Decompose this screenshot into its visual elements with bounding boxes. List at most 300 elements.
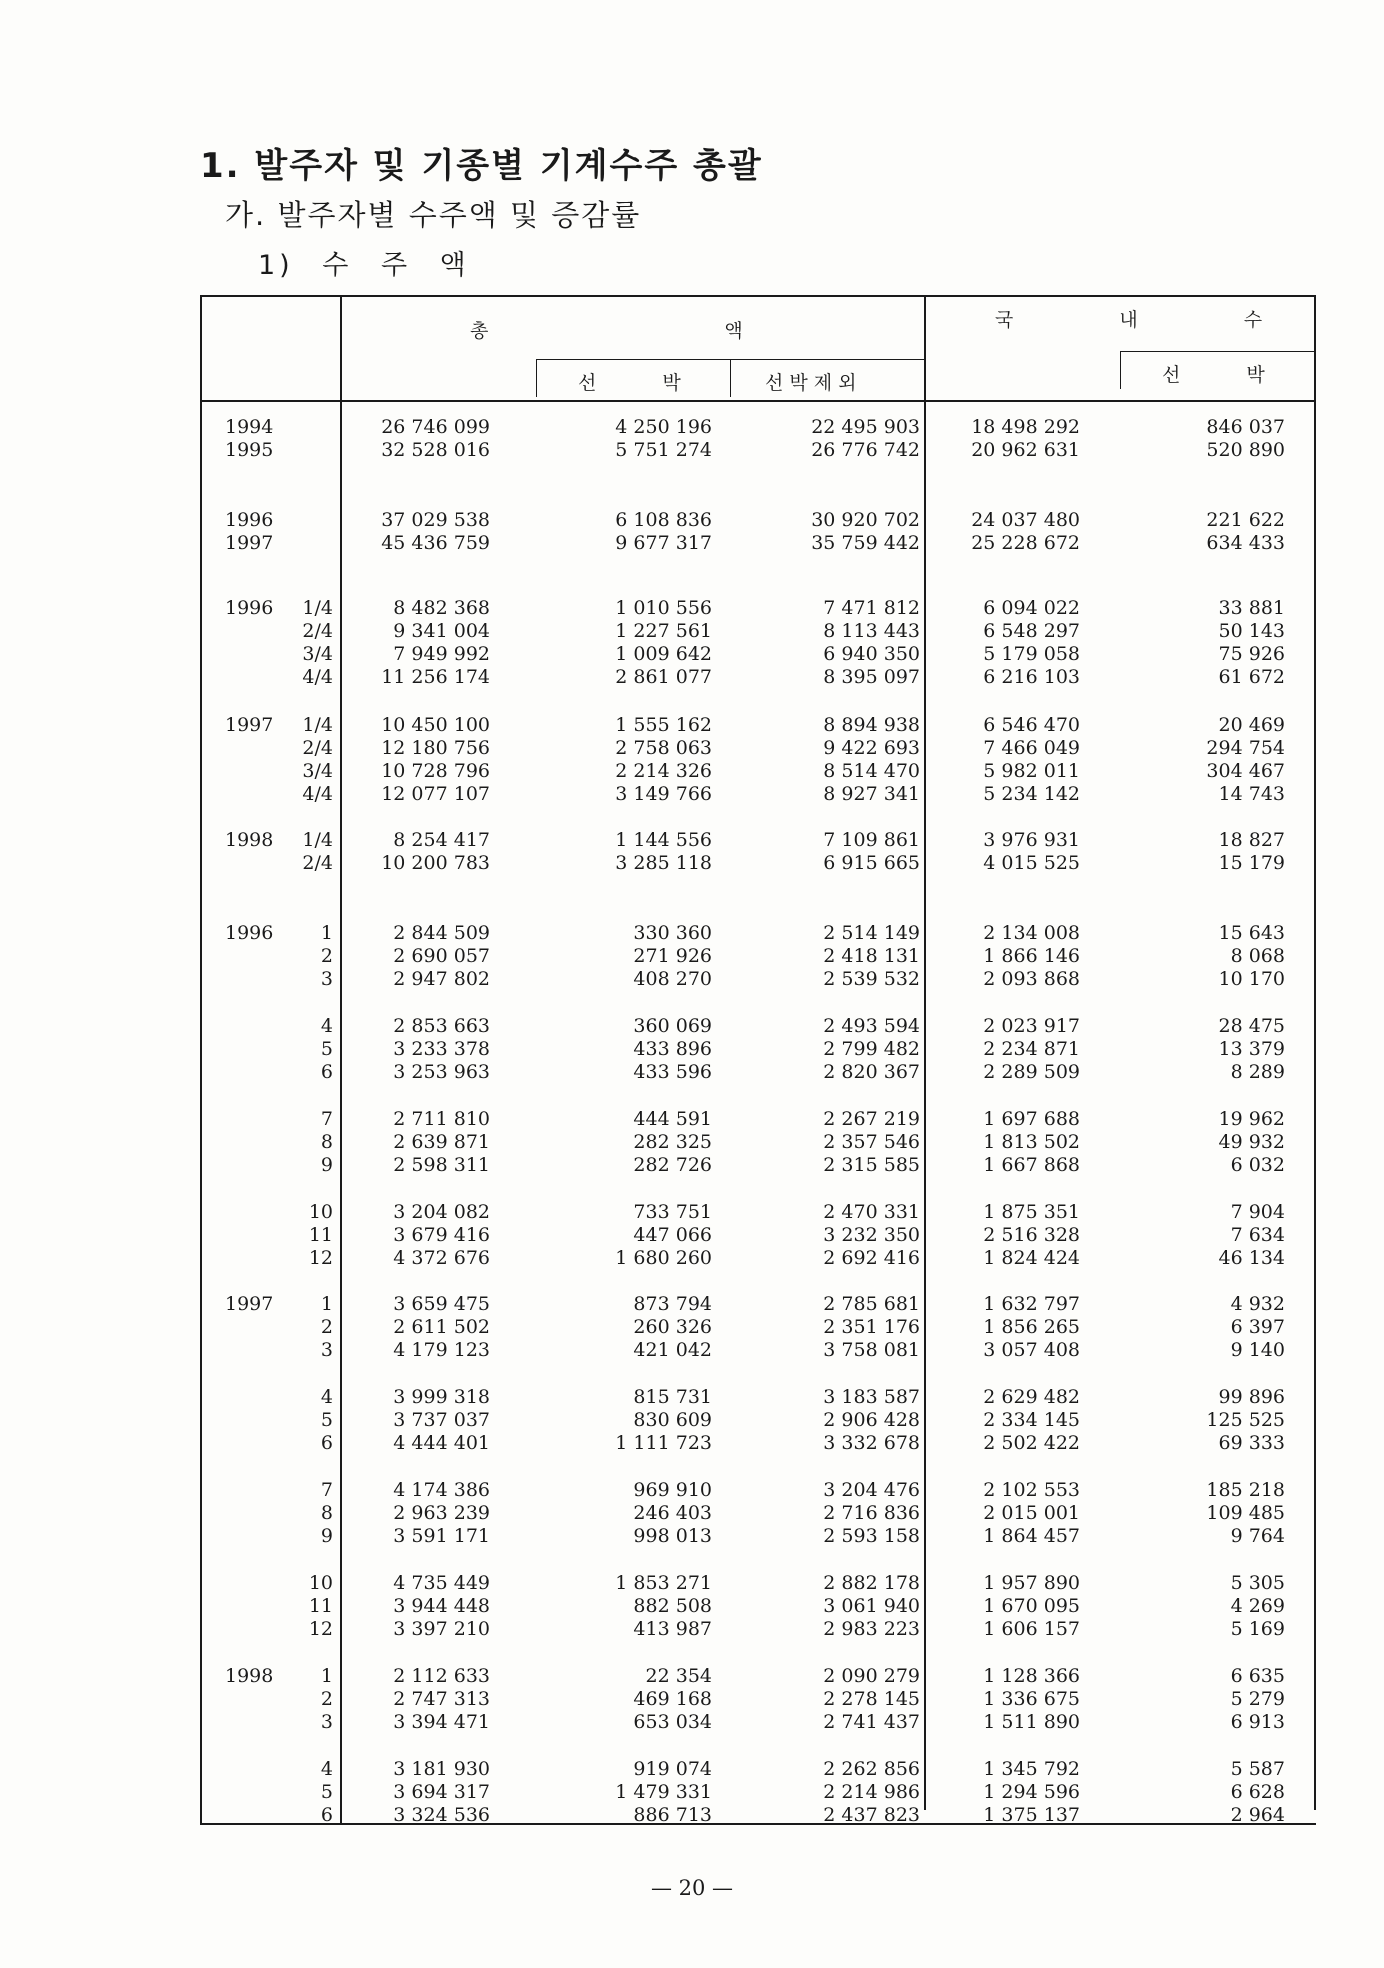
cell-ship: 1 555 162 bbox=[615, 714, 712, 736]
cell-ship: 433 896 bbox=[633, 1038, 712, 1060]
cell-total: 4 174 386 bbox=[393, 1479, 490, 1501]
cell-domestic-ship: 69 333 bbox=[1218, 1432, 1285, 1454]
cell-ship: 9 677 317 bbox=[615, 532, 712, 554]
cell-total: 45 436 759 bbox=[381, 532, 490, 554]
cell-excl-ship: 2 315 585 bbox=[823, 1154, 920, 1176]
cell-excl-ship: 22 495 903 bbox=[811, 416, 920, 438]
cell-domestic: 1 667 868 bbox=[983, 1154, 1080, 1176]
row-period: 6 bbox=[320, 1804, 333, 1826]
row-period: 1 bbox=[320, 922, 333, 944]
cell-excl-ship: 2 267 219 bbox=[823, 1108, 920, 1130]
table-row bbox=[0, 439, 1384, 462]
row-period: 3/4 bbox=[302, 760, 333, 782]
cell-total: 2 947 802 bbox=[393, 968, 490, 990]
cell-excl-ship: 3 332 678 bbox=[823, 1432, 920, 1454]
cell-domestic: 2 102 553 bbox=[983, 1479, 1080, 1501]
cell-ship: 2 861 077 bbox=[615, 666, 712, 688]
cell-total: 3 233 378 bbox=[393, 1038, 490, 1060]
cell-domestic-ship: 221 622 bbox=[1206, 509, 1285, 531]
cell-excl-ship: 2 820 367 bbox=[823, 1061, 920, 1083]
table-row bbox=[0, 1154, 1384, 1177]
cell-domestic-ship: 5 305 bbox=[1230, 1572, 1285, 1594]
cell-domestic: 1 336 675 bbox=[983, 1688, 1080, 1710]
cell-domestic-ship: 14 743 bbox=[1218, 783, 1285, 805]
table-row bbox=[0, 737, 1384, 760]
header-domestic: 국 내 수 bbox=[995, 309, 1263, 331]
subheader-divider-b bbox=[730, 359, 731, 397]
cell-domestic: 6 546 470 bbox=[983, 714, 1080, 736]
cell-domestic-ship: 10 170 bbox=[1218, 968, 1285, 990]
cell-total: 3 181 930 bbox=[393, 1758, 490, 1780]
cell-domestic: 2 629 482 bbox=[983, 1386, 1080, 1408]
cell-ship: 260 326 bbox=[633, 1316, 712, 1338]
row-period: 2 bbox=[320, 1316, 333, 1338]
cell-ship: 1 853 271 bbox=[615, 1572, 712, 1594]
cell-domestic: 3 057 408 bbox=[983, 1339, 1080, 1361]
subheader-top-dom bbox=[1120, 351, 1316, 352]
cell-ship: 969 910 bbox=[633, 1479, 712, 1501]
subheader-divider-c bbox=[1120, 351, 1121, 389]
row-period: 10 bbox=[308, 1201, 333, 1223]
cell-domestic-ship: 8 068 bbox=[1230, 945, 1285, 967]
cell-ship: 330 360 bbox=[633, 922, 712, 944]
row-year: 1996 bbox=[225, 509, 274, 531]
cell-excl-ship: 2 799 482 bbox=[823, 1038, 920, 1060]
cell-total: 3 737 037 bbox=[393, 1409, 490, 1431]
subheader-top bbox=[536, 359, 926, 360]
cell-total: 3 204 082 bbox=[393, 1201, 490, 1223]
cell-total: 7 949 992 bbox=[393, 643, 490, 665]
table-row bbox=[0, 1618, 1384, 1641]
section-heading: 1) 수 주 액 bbox=[258, 250, 470, 281]
table-row bbox=[0, 1432, 1384, 1455]
row-period: 2 bbox=[320, 1688, 333, 1710]
cell-excl-ship: 2 741 437 bbox=[823, 1711, 920, 1733]
cell-ship: 1 144 556 bbox=[615, 829, 712, 851]
cell-total: 10 728 796 bbox=[381, 760, 490, 782]
row-year: 1996 bbox=[225, 597, 274, 619]
cell-domestic: 24 037 480 bbox=[971, 509, 1080, 531]
header-dom-ship: 선 박 bbox=[1162, 364, 1265, 386]
table-row bbox=[0, 1339, 1384, 1362]
table-row bbox=[0, 597, 1384, 620]
cell-domestic-ship: 15 643 bbox=[1218, 922, 1285, 944]
cell-domestic: 18 498 292 bbox=[971, 416, 1080, 438]
row-period: 7 bbox=[320, 1108, 333, 1130]
cell-total: 2 963 239 bbox=[393, 1502, 490, 1524]
page-title: 1. 발주자 및 기종별 기계수주 총괄 bbox=[200, 146, 763, 186]
table-row bbox=[0, 1758, 1384, 1781]
header-ship: 선 박 bbox=[578, 372, 681, 394]
table-row bbox=[0, 1061, 1384, 1084]
header-total: 총 액 bbox=[470, 320, 743, 342]
cell-excl-ship: 2 470 331 bbox=[823, 1201, 920, 1223]
cell-domestic-ship: 294 754 bbox=[1206, 737, 1285, 759]
table-border-top bbox=[200, 295, 1316, 297]
cell-total: 2 853 663 bbox=[393, 1015, 490, 1037]
cell-excl-ship: 2 692 416 bbox=[823, 1247, 920, 1269]
cell-domestic-ship: 846 037 bbox=[1206, 416, 1285, 438]
cell-total: 3 591 171 bbox=[393, 1525, 490, 1547]
table-row bbox=[0, 1386, 1384, 1409]
cell-ship: 22 354 bbox=[645, 1665, 712, 1687]
table-row bbox=[0, 1038, 1384, 1061]
cell-domestic-ship: 75 926 bbox=[1218, 643, 1285, 665]
cell-ship: 271 926 bbox=[633, 945, 712, 967]
cell-domestic: 2 093 868 bbox=[983, 968, 1080, 990]
cell-ship: 1 227 561 bbox=[615, 620, 712, 642]
cell-total: 4 444 401 bbox=[393, 1432, 490, 1454]
cell-total: 2 639 871 bbox=[393, 1131, 490, 1153]
cell-total: 3 253 963 bbox=[393, 1061, 490, 1083]
cell-total: 4 735 449 bbox=[393, 1572, 490, 1594]
cell-domestic: 2 234 871 bbox=[983, 1038, 1080, 1060]
table-row bbox=[0, 760, 1384, 783]
cell-ship: 1 111 723 bbox=[615, 1432, 712, 1454]
cell-domestic: 1 856 265 bbox=[983, 1316, 1080, 1338]
cell-domestic: 1 866 146 bbox=[983, 945, 1080, 967]
cell-domestic-ship: 185 218 bbox=[1206, 1479, 1285, 1501]
cell-ship: 886 713 bbox=[633, 1804, 712, 1826]
cell-domestic-ship: 61 672 bbox=[1218, 666, 1285, 688]
cell-domestic-ship: 19 962 bbox=[1218, 1108, 1285, 1130]
cell-total: 3 679 416 bbox=[393, 1224, 490, 1246]
table-row bbox=[0, 1572, 1384, 1595]
table-row bbox=[0, 714, 1384, 737]
cell-ship: 873 794 bbox=[633, 1293, 712, 1315]
cell-total: 3 394 471 bbox=[393, 1711, 490, 1733]
cell-excl-ship: 8 927 341 bbox=[823, 783, 920, 805]
cell-domestic: 1 345 792 bbox=[983, 1758, 1080, 1780]
cell-domestic: 1 128 366 bbox=[983, 1665, 1080, 1687]
cell-total: 12 077 107 bbox=[381, 783, 490, 805]
cell-domestic: 6 548 297 bbox=[983, 620, 1080, 642]
row-period: 2/4 bbox=[302, 620, 333, 642]
cell-excl-ship: 8 395 097 bbox=[823, 666, 920, 688]
cell-domestic-ship: 6 397 bbox=[1230, 1316, 1285, 1338]
row-period: 3 bbox=[320, 968, 333, 990]
cell-domestic-ship: 520 890 bbox=[1206, 439, 1285, 461]
cell-domestic: 1 670 095 bbox=[983, 1595, 1080, 1617]
cell-domestic: 6 094 022 bbox=[983, 597, 1080, 619]
row-period: 3 bbox=[320, 1339, 333, 1361]
table-row bbox=[0, 829, 1384, 852]
cell-total: 9 341 004 bbox=[393, 620, 490, 642]
cell-excl-ship: 6 915 665 bbox=[823, 852, 920, 874]
table-row bbox=[0, 1201, 1384, 1224]
page-number: — 20 — bbox=[650, 1876, 734, 1900]
row-period: 10 bbox=[308, 1572, 333, 1594]
subtitle: 가. 발주자별 수주액 및 증감률 bbox=[225, 198, 642, 232]
cell-excl-ship: 3 758 081 bbox=[823, 1339, 920, 1361]
cell-domestic-ship: 5 279 bbox=[1230, 1688, 1285, 1710]
cell-domestic-ship: 6 635 bbox=[1230, 1665, 1285, 1687]
table-row bbox=[0, 1108, 1384, 1131]
cell-ship: 2 758 063 bbox=[615, 737, 712, 759]
cell-domestic-ship: 28 475 bbox=[1218, 1015, 1285, 1037]
row-period: 3/4 bbox=[302, 643, 333, 665]
cell-domestic-ship: 13 379 bbox=[1218, 1038, 1285, 1060]
cell-excl-ship: 2 278 145 bbox=[823, 1688, 920, 1710]
cell-excl-ship: 9 422 693 bbox=[823, 737, 920, 759]
cell-domestic: 1 606 157 bbox=[983, 1618, 1080, 1640]
cell-ship: 3 285 118 bbox=[615, 852, 712, 874]
cell-ship: 282 726 bbox=[633, 1154, 712, 1176]
row-period: 11 bbox=[308, 1224, 333, 1246]
table-row bbox=[0, 1247, 1384, 1270]
table-row bbox=[0, 1409, 1384, 1432]
cell-total: 2 711 810 bbox=[393, 1108, 490, 1130]
cell-excl-ship: 2 214 986 bbox=[823, 1781, 920, 1803]
table-row bbox=[0, 416, 1384, 439]
row-year: 1996 bbox=[225, 922, 274, 944]
cell-total: 3 659 475 bbox=[393, 1293, 490, 1315]
cell-domestic-ship: 33 881 bbox=[1218, 597, 1285, 619]
table-row bbox=[0, 945, 1384, 968]
cell-ship: 1 680 260 bbox=[615, 1247, 712, 1269]
cell-domestic-ship: 5 169 bbox=[1230, 1618, 1285, 1640]
table-row bbox=[0, 532, 1384, 555]
cell-excl-ship: 3 183 587 bbox=[823, 1386, 920, 1408]
cell-ship: 6 108 836 bbox=[615, 509, 712, 531]
cell-total: 10 200 783 bbox=[381, 852, 490, 874]
cell-total: 2 844 509 bbox=[393, 922, 490, 944]
row-period: 8 bbox=[320, 1131, 333, 1153]
cell-domestic: 2 334 145 bbox=[983, 1409, 1080, 1431]
cell-total: 8 254 417 bbox=[393, 829, 490, 851]
row-year: 1995 bbox=[225, 439, 274, 461]
row-period: 5 bbox=[320, 1781, 333, 1803]
cell-domestic: 1 697 688 bbox=[983, 1108, 1080, 1130]
header-excl-ship: 선 박 제 외 bbox=[765, 372, 857, 394]
cell-excl-ship: 35 759 442 bbox=[811, 532, 920, 554]
cell-excl-ship: 6 940 350 bbox=[823, 643, 920, 665]
cell-domestic-ship: 6 913 bbox=[1230, 1711, 1285, 1733]
row-year: 1997 bbox=[225, 714, 274, 736]
cell-domestic-ship: 5 587 bbox=[1230, 1758, 1285, 1780]
table-row bbox=[0, 1015, 1384, 1038]
row-period: 3 bbox=[320, 1711, 333, 1733]
cell-total: 2 611 502 bbox=[393, 1316, 490, 1338]
cell-total: 32 528 016 bbox=[381, 439, 490, 461]
cell-ship: 882 508 bbox=[633, 1595, 712, 1617]
cell-domestic: 20 962 631 bbox=[971, 439, 1080, 461]
table-row bbox=[0, 1131, 1384, 1154]
cell-excl-ship: 2 983 223 bbox=[823, 1618, 920, 1640]
cell-domestic: 1 875 351 bbox=[983, 1201, 1080, 1223]
cell-excl-ship: 2 493 594 bbox=[823, 1015, 920, 1037]
cell-domestic: 4 015 525 bbox=[983, 852, 1080, 874]
cell-excl-ship: 3 061 940 bbox=[823, 1595, 920, 1617]
row-period: 1/4 bbox=[302, 714, 333, 736]
row-year: 1997 bbox=[225, 532, 274, 554]
row-period: 6 bbox=[320, 1432, 333, 1454]
cell-ship: 469 168 bbox=[633, 1688, 712, 1710]
table-row bbox=[0, 1502, 1384, 1525]
cell-total: 37 029 538 bbox=[381, 509, 490, 531]
cell-ship: 998 013 bbox=[633, 1525, 712, 1547]
cell-domestic-ship: 304 467 bbox=[1206, 760, 1285, 782]
cell-domestic: 1 813 502 bbox=[983, 1131, 1080, 1153]
cell-domestic: 1 957 890 bbox=[983, 1572, 1080, 1594]
row-period: 1 bbox=[320, 1665, 333, 1687]
cell-excl-ship: 2 882 178 bbox=[823, 1572, 920, 1594]
cell-domestic: 1 511 890 bbox=[983, 1711, 1080, 1733]
table-row bbox=[0, 1316, 1384, 1339]
cell-domestic-ship: 50 143 bbox=[1218, 620, 1285, 642]
cell-ship: 433 596 bbox=[633, 1061, 712, 1083]
cell-excl-ship: 2 418 131 bbox=[823, 945, 920, 967]
row-period: 2/4 bbox=[302, 737, 333, 759]
cell-ship: 1 010 556 bbox=[615, 597, 712, 619]
cell-excl-ship: 2 539 532 bbox=[823, 968, 920, 990]
cell-ship: 1 009 642 bbox=[615, 643, 712, 665]
cell-domestic: 5 234 142 bbox=[983, 783, 1080, 805]
cell-domestic: 1 824 424 bbox=[983, 1247, 1080, 1269]
table-row bbox=[0, 1479, 1384, 1502]
row-year: 1998 bbox=[225, 1665, 274, 1687]
cell-ship: 3 149 766 bbox=[615, 783, 712, 805]
cell-domestic: 6 216 103 bbox=[983, 666, 1080, 688]
cell-total: 8 482 368 bbox=[393, 597, 490, 619]
cell-total: 2 112 633 bbox=[393, 1665, 490, 1687]
cell-excl-ship: 3 232 350 bbox=[823, 1224, 920, 1246]
row-period: 5 bbox=[320, 1038, 333, 1060]
cell-ship: 360 069 bbox=[633, 1015, 712, 1037]
table-row bbox=[0, 1711, 1384, 1734]
cell-excl-ship: 2 262 856 bbox=[823, 1758, 920, 1780]
cell-domestic: 3 976 931 bbox=[983, 829, 1080, 851]
cell-excl-ship: 2 090 279 bbox=[823, 1665, 920, 1687]
cell-domestic-ship: 6 032 bbox=[1230, 1154, 1285, 1176]
table-row bbox=[0, 783, 1384, 806]
cell-total: 26 746 099 bbox=[381, 416, 490, 438]
cell-total: 3 324 536 bbox=[393, 1804, 490, 1826]
cell-domestic-ship: 18 827 bbox=[1218, 829, 1285, 851]
row-period: 1/4 bbox=[302, 829, 333, 851]
row-period: 2/4 bbox=[302, 852, 333, 874]
cell-domestic: 2 134 008 bbox=[983, 922, 1080, 944]
cell-domestic-ship: 8 289 bbox=[1230, 1061, 1285, 1083]
table-row bbox=[0, 1525, 1384, 1548]
cell-excl-ship: 8 113 443 bbox=[823, 620, 920, 642]
cell-domestic: 7 466 049 bbox=[983, 737, 1080, 759]
cell-excl-ship: 30 920 702 bbox=[811, 509, 920, 531]
cell-excl-ship: 2 514 149 bbox=[823, 922, 920, 944]
cell-total: 10 450 100 bbox=[381, 714, 490, 736]
cell-total: 3 397 210 bbox=[393, 1618, 490, 1640]
row-period: 4 bbox=[320, 1758, 333, 1780]
table-row bbox=[0, 643, 1384, 666]
cell-domestic: 25 228 672 bbox=[971, 532, 1080, 554]
cell-ship: 5 751 274 bbox=[615, 439, 712, 461]
row-period: 12 bbox=[308, 1618, 333, 1640]
cell-excl-ship: 2 437 823 bbox=[823, 1804, 920, 1826]
row-period: 4 bbox=[320, 1386, 333, 1408]
row-year: 1997 bbox=[225, 1293, 274, 1315]
cell-domestic: 2 023 917 bbox=[983, 1015, 1080, 1037]
cell-excl-ship: 2 357 546 bbox=[823, 1131, 920, 1153]
table-row bbox=[0, 852, 1384, 875]
cell-ship: 4 250 196 bbox=[615, 416, 712, 438]
cell-ship: 421 042 bbox=[633, 1339, 712, 1361]
cell-domestic-ship: 4 932 bbox=[1230, 1293, 1285, 1315]
cell-domestic: 1 375 137 bbox=[983, 1804, 1080, 1826]
cell-domestic-ship: 109 485 bbox=[1206, 1502, 1285, 1524]
cell-ship: 653 034 bbox=[633, 1711, 712, 1733]
row-period: 8 bbox=[320, 1502, 333, 1524]
cell-excl-ship: 7 109 861 bbox=[823, 829, 920, 851]
cell-domestic: 5 982 011 bbox=[983, 760, 1080, 782]
cell-domestic-ship: 9 764 bbox=[1230, 1525, 1285, 1547]
cell-ship: 2 214 326 bbox=[615, 760, 712, 782]
row-period: 4/4 bbox=[302, 783, 333, 805]
cell-ship: 733 751 bbox=[633, 1201, 712, 1223]
row-period: 1/4 bbox=[302, 597, 333, 619]
cell-excl-ship: 2 593 158 bbox=[823, 1525, 920, 1547]
cell-ship: 815 731 bbox=[633, 1386, 712, 1408]
cell-domestic-ship: 7 904 bbox=[1230, 1201, 1285, 1223]
row-period: 5 bbox=[320, 1409, 333, 1431]
cell-total: 12 180 756 bbox=[381, 737, 490, 759]
cell-domestic: 1 294 596 bbox=[983, 1781, 1080, 1803]
cell-total: 2 598 311 bbox=[393, 1154, 490, 1176]
cell-total: 4 372 676 bbox=[393, 1247, 490, 1269]
cell-ship: 444 591 bbox=[633, 1108, 712, 1130]
cell-ship: 919 074 bbox=[633, 1758, 712, 1780]
cell-domestic-ship: 2 964 bbox=[1230, 1804, 1285, 1826]
cell-total: 3 999 318 bbox=[393, 1386, 490, 1408]
cell-ship: 447 066 bbox=[633, 1224, 712, 1246]
subheader-divider-a bbox=[536, 359, 537, 397]
row-period: 9 bbox=[320, 1525, 333, 1547]
cell-excl-ship: 2 906 428 bbox=[823, 1409, 920, 1431]
row-period: 7 bbox=[320, 1479, 333, 1501]
table-row bbox=[0, 1224, 1384, 1247]
cell-total: 2 747 313 bbox=[393, 1688, 490, 1710]
cell-excl-ship: 2 716 836 bbox=[823, 1502, 920, 1524]
cell-domestic: 2 502 422 bbox=[983, 1432, 1080, 1454]
cell-total: 11 256 174 bbox=[381, 666, 490, 688]
cell-domestic-ship: 49 932 bbox=[1218, 1131, 1285, 1153]
cell-total: 4 179 123 bbox=[393, 1339, 490, 1361]
header-bottom bbox=[200, 400, 1316, 402]
table-row bbox=[0, 1781, 1384, 1804]
cell-ship: 413 987 bbox=[633, 1618, 712, 1640]
cell-ship: 408 270 bbox=[633, 968, 712, 990]
row-year: 1994 bbox=[225, 416, 274, 438]
row-period: 2 bbox=[320, 945, 333, 967]
cell-excl-ship: 7 471 812 bbox=[823, 597, 920, 619]
cell-excl-ship: 8 894 938 bbox=[823, 714, 920, 736]
cell-total: 2 690 057 bbox=[393, 945, 490, 967]
cell-domestic-ship: 15 179 bbox=[1218, 852, 1285, 874]
cell-domestic-ship: 46 134 bbox=[1218, 1247, 1285, 1269]
cell-domestic-ship: 634 433 bbox=[1206, 532, 1285, 554]
cell-excl-ship: 2 785 681 bbox=[823, 1293, 920, 1315]
cell-domestic: 1 632 797 bbox=[983, 1293, 1080, 1315]
table-row bbox=[0, 1293, 1384, 1316]
row-period: 6 bbox=[320, 1061, 333, 1083]
cell-total: 3 944 448 bbox=[393, 1595, 490, 1617]
cell-domestic: 1 864 457 bbox=[983, 1525, 1080, 1547]
table-row bbox=[0, 666, 1384, 689]
row-period: 4 bbox=[320, 1015, 333, 1037]
cell-domestic: 2 289 509 bbox=[983, 1061, 1080, 1083]
table-row bbox=[0, 922, 1384, 945]
row-period: 4/4 bbox=[302, 666, 333, 688]
cell-domestic-ship: 6 628 bbox=[1230, 1781, 1285, 1803]
